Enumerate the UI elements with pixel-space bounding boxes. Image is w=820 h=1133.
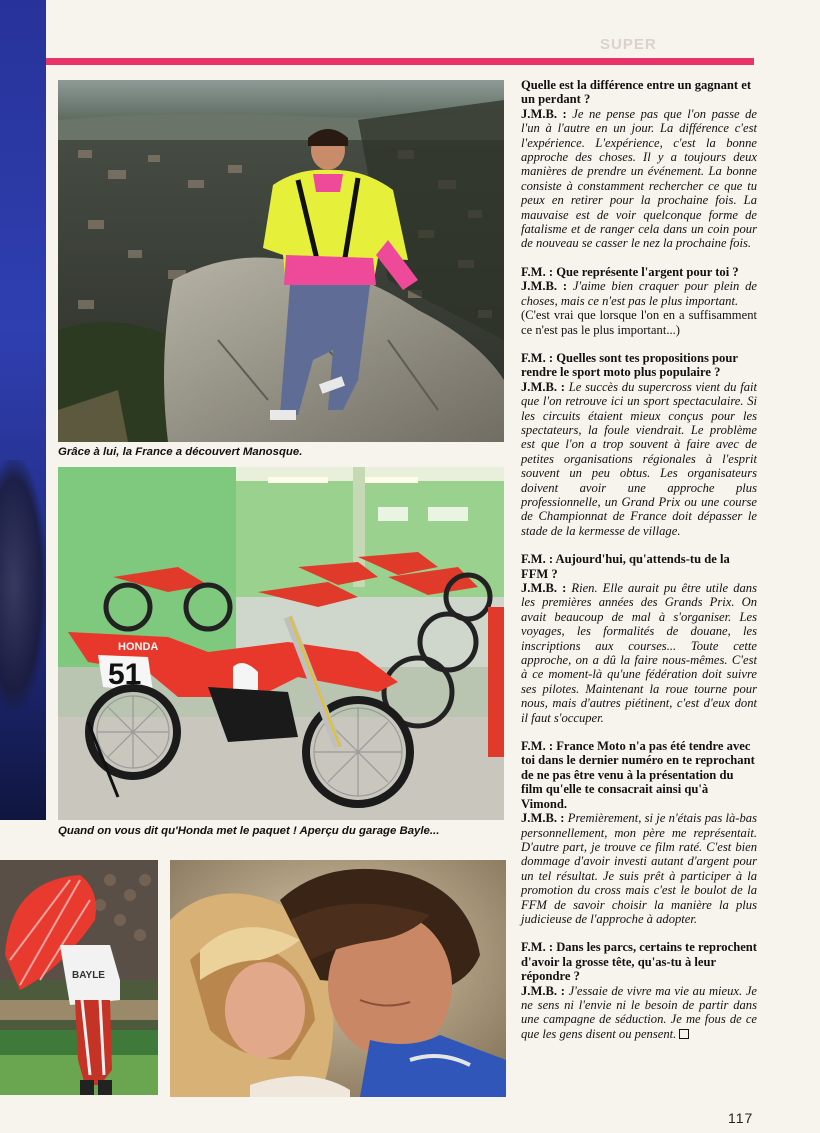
- speaker-label: J.M.B. :: [521, 379, 565, 394]
- interview-item: [521, 265, 757, 337]
- middle-photo-caption: Quand on vous dit qu'Honda met le paquet ! Aperçu du garage Bayle...: [58, 825, 440, 837]
- end-of-article-mark: [679, 1029, 689, 1039]
- interview-question: F.M. : Dans les parcs, certains te reprochent d'avoir la grosse tête, qu'as-tu à leur répondre ?: [521, 940, 757, 984]
- interview-item: [521, 739, 757, 926]
- speaker-label: J.M.B. :: [521, 279, 568, 294]
- interview-question: F.M. : Aujourd'hui, qu'attends-tu de la FFM ?: [521, 552, 730, 581]
- interview-answer: Le succès du supercross vient du fait que l'on retrouve ici un sport spectaculaire. Si les circuits étaient mieux conçus pour les spectateurs, la foule viendrait. Le problème est que l'on a trop souvent à faire avec de petites organisations régionales à l'esprit souvent un peu obtus. Les organisateurs doivent avoir une approche plus professionnelle, un Grand Prix ou une course de Championnat de France doit dépasser le stade de la kermesse de village.: [521, 379, 757, 538]
- interview-answer: Rien. Elle aurait pu être utile dans les premières années des Grands Prix. On avait beaucoup de mal à s'organiser. Les voyages, les formalités de douane, les inscriptions aux courses... Toute cette approche, on a dû la faire nous-mêmes. C'est à ce moment-là qu'une fédération doit suivre ses pilotes. Maintenant la roue tourne pour nous, mais d'autres piétinent, c'est d'eux dont il faut s'occuper.: [521, 581, 757, 725]
- faded-running-header: SUPER: [600, 36, 657, 53]
- interview-answer: J'essaie de vivre ma vie au mieux. Je ne sens ni l'envie ni le besoin de partir dans une campagne de séduction. Je me fous de ce que les gens disent ou pensent.: [521, 983, 758, 1041]
- interview-answer: Je ne pense pas que l'on passe de l'un à l'autre en un jour. La différence c'est l'expérience. L'expérience, c'est la bonne approche des choses. Il y a toujours deux manières de prendre un événement. La bonne consiste à constamment rechercher ce que tu peux en retirer pour la prochaine fois. La mauvaise est de voir quelconque forme de fatalisme et de ranger cela dans un coin pour de nouveau se casser le nez la prochaine fois.: [521, 106, 757, 251]
- photo-couple-portrait: [170, 860, 506, 1097]
- photo-rider-on-rock: [58, 80, 504, 442]
- interview-answer: Premièrement, si je n'étais pas là-bas personnellement, mon père me représentait. D'autre part, je trouve ce film raté. C'est bien dommage d'avoir investi autant d'argent pour un tel résultat. Je suis prêt à participer à la promotion du cross mais c'est le boulot de la FFM de savoir choisir la manière la plus judicieuse de l'approche à adopter.: [521, 811, 757, 926]
- speaker-label: J.M.B. :: [521, 983, 565, 998]
- top-pink-rule: [46, 58, 754, 65]
- interview-question: F.M. : Que représente l'argent pour toi ?: [521, 264, 739, 279]
- top-photo-caption: Grâce à lui, la France a découvert Manosque.: [58, 446, 303, 458]
- interview-question: Quelle est la différence entre un gagnant et un perdant ?: [521, 78, 752, 107]
- interview-item: [521, 351, 757, 538]
- interview-aside: (C'est vrai que lorsque l'on en a suffisamment ce n'est pas le plus important...): [521, 308, 757, 337]
- bike-brand-text: HONDA: [118, 641, 159, 653]
- jersey-text: BAYLE: [72, 970, 105, 981]
- speaker-label: J.M.B. :: [521, 811, 565, 826]
- left-photo-strip: [0, 0, 46, 820]
- bike-number-plate: 51: [108, 658, 142, 691]
- photo-honda-garage: [58, 467, 504, 820]
- speaker-label: J.M.B. :: [521, 106, 567, 121]
- interview-answer: J'aime bien craquer pour plein de choses, mais ce n'est pas le plus important.: [521, 279, 758, 308]
- interview-column: [521, 78, 757, 1055]
- interview-item: [521, 940, 757, 1041]
- speaker-label: J.M.B. :: [521, 581, 567, 595]
- page-number: 117: [728, 1110, 754, 1126]
- interview-item: [521, 552, 757, 725]
- photo-rider-with-umbrella: [0, 860, 158, 1095]
- interview-item: [521, 78, 757, 251]
- interview-question: F.M. : France Moto n'a pas été tendre avec toi dans le dernier numéro en te reprochant de ne pas être venu à la présentation du film qu'elle te consacrait ainsi qu'à Vimond.: [521, 739, 755, 811]
- interview-question: F.M. : Quelles sont tes propositions pour rendre le sport moto plus populaire ?: [521, 350, 738, 380]
